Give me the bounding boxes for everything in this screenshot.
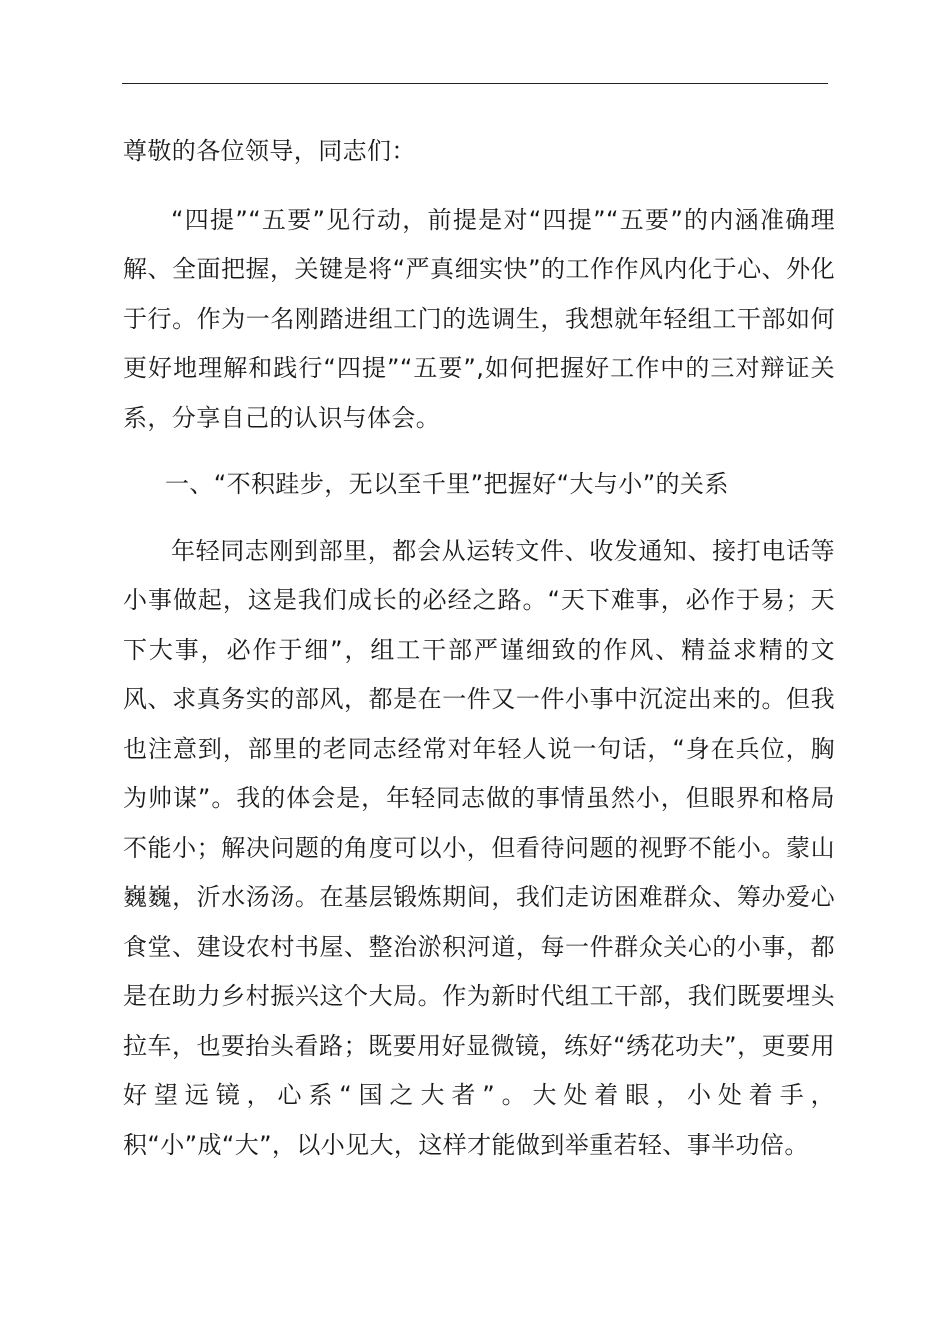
body-paragraph: 年轻同志刚到部里，都会从运转文件、收发通知、接打电话等小事做起，这是我们成长的必经之路。“天下难事，必作于易；天下大事，必作于细”，组工干部严谨细致的作风、精益求精的文风、求真务实的部风，都是在一件又一件小事中沉淀出来的。但我也注意到，部里的老同志经常对年轻人说一句话，“身在兵位，胸为帅谋”。我的体会是，年轻同志做的事情虽然小，但眼界和格局不能小；解决问题的角度可以小，但看待问题的视野不能小。蒙山巍巍，沂水汤汤。在基层锻炼期间，我们走访困难群众、筹办爱心食堂、建设农村书屋、整治淤积河道，每一件群众关心的小事，都是在助力乡村振兴这个大局。作为新时代组工干部，我们既要埋头拉车，也要抬头看路；既要用好显微镜，练好“绣花功夫”，更要用好望远镜，心系“国之大者”。大处着眼，小处着手，积“小”成“大”，以小见大，这样才能做到举重若轻、事半功倍。: [123, 536, 835, 1159]
intro-paragraph: “四提”“五要”见行动，前提是对“四提”“五要”的内涵准确理解、全面把握，关键是将“严真细实快”的工作作风内化于心、外化于行。作为一名刚踏进组工门的选调生，我想就年轻组工干部如何更好地理解和践行“四提”“五要”,如何把握好工作中的三对辩证关系，分享自己的认识与体会。: [123, 205, 835, 432]
document-body: [123, 127, 835, 1170]
greeting: 尊敬的各位领导，同志们：: [123, 137, 416, 165]
section-heading-1: 一、“不积跬步，无以至千里”把握好“大与小”的关系: [165, 470, 729, 498]
header-rule: [122, 83, 828, 84]
